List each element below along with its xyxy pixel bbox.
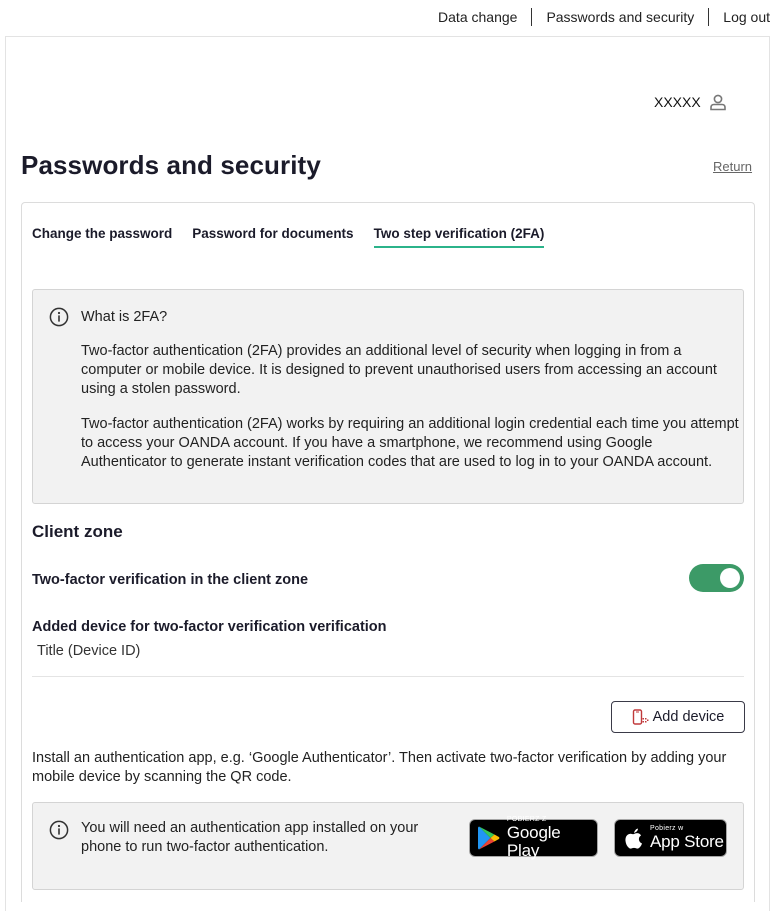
main-card <box>5 36 770 911</box>
app-requirement-message: You will need an authentication app installed on your phone to run two-factor authentication. <box>81 820 419 855</box>
google-play-text <box>507 816 597 860</box>
settings-panel <box>21 202 755 902</box>
nav-divider <box>708 8 709 26</box>
added-devices-heading: Added device for two-factor verification verification <box>32 619 387 635</box>
top-navigation <box>438 8 770 26</box>
apple-icon <box>624 827 644 850</box>
add-device-label: Add device <box>652 709 725 725</box>
logout-link[interactable]: Log out <box>723 9 770 25</box>
passwords-security-link[interactable]: Passwords and security <box>546 9 695 25</box>
app-store-small-text: Pobierz w <box>650 825 684 832</box>
info-paragraph-1: Two-factor authentication (2FA) provides an additional level of security when logging in from a computer or mobile device. It is designed to prevent unauthorised users from accessing an account using a stolen password. <box>81 343 717 397</box>
app-store-badge[interactable] <box>614 819 727 857</box>
tab-password-documents[interactable]: Password for documents <box>192 226 354 241</box>
what-is-2fa-box <box>32 289 744 504</box>
info-icon <box>49 307 69 327</box>
google-play-big-text: Google Play <box>506 823 561 860</box>
page-title: Passwords and security <box>21 150 321 180</box>
tab-two-step-verification[interactable]: Two step verification (2FA) <box>374 226 545 248</box>
username: XXXXX <box>654 94 701 110</box>
info-paragraph-2: Two-factor authentication (2FA) works by requiring an additional login credential each time you attempt to access your OANDA account. If you have a smartphone, we recommend using Google Authenticator to generate instant verification codes that are used to log in to your OANDA account. <box>81 416 739 470</box>
google-play-small-text: POBIERZ Z <box>506 816 547 823</box>
google-play-icon <box>477 825 501 851</box>
install-instructions: Install an authentication app, e.g. ‘Google Authenticator’. Then activate two-factor verification by adding your mobile device by scanning the QR code. <box>32 750 727 785</box>
client-zone-heading: Client zone <box>32 522 123 541</box>
toggle-knob <box>720 568 740 588</box>
user-menu[interactable] <box>654 93 727 111</box>
add-device-button[interactable] <box>611 701 745 733</box>
tab-bar <box>32 226 564 248</box>
data-change-link[interactable]: Data change <box>438 9 518 25</box>
two-factor-toggle-label: Two-factor verification in the client zone <box>32 572 309 588</box>
return-link[interactable]: Return <box>713 159 753 174</box>
app-store-text <box>650 825 724 851</box>
info-question: What is 2FA? <box>81 309 168 325</box>
app-store-big-text: App Store <box>650 832 724 851</box>
two-factor-toggle[interactable] <box>689 564 744 592</box>
device-row: Title (Device ID) <box>32 643 744 677</box>
google-play-badge[interactable] <box>469 816 598 860</box>
user-icon <box>709 93 727 111</box>
nav-divider <box>531 8 532 26</box>
info-icon <box>49 820 69 840</box>
app-requirement-box <box>32 802 744 890</box>
phone-qr-icon <box>632 709 649 726</box>
tab-change-password[interactable]: Change the password <box>32 226 173 241</box>
